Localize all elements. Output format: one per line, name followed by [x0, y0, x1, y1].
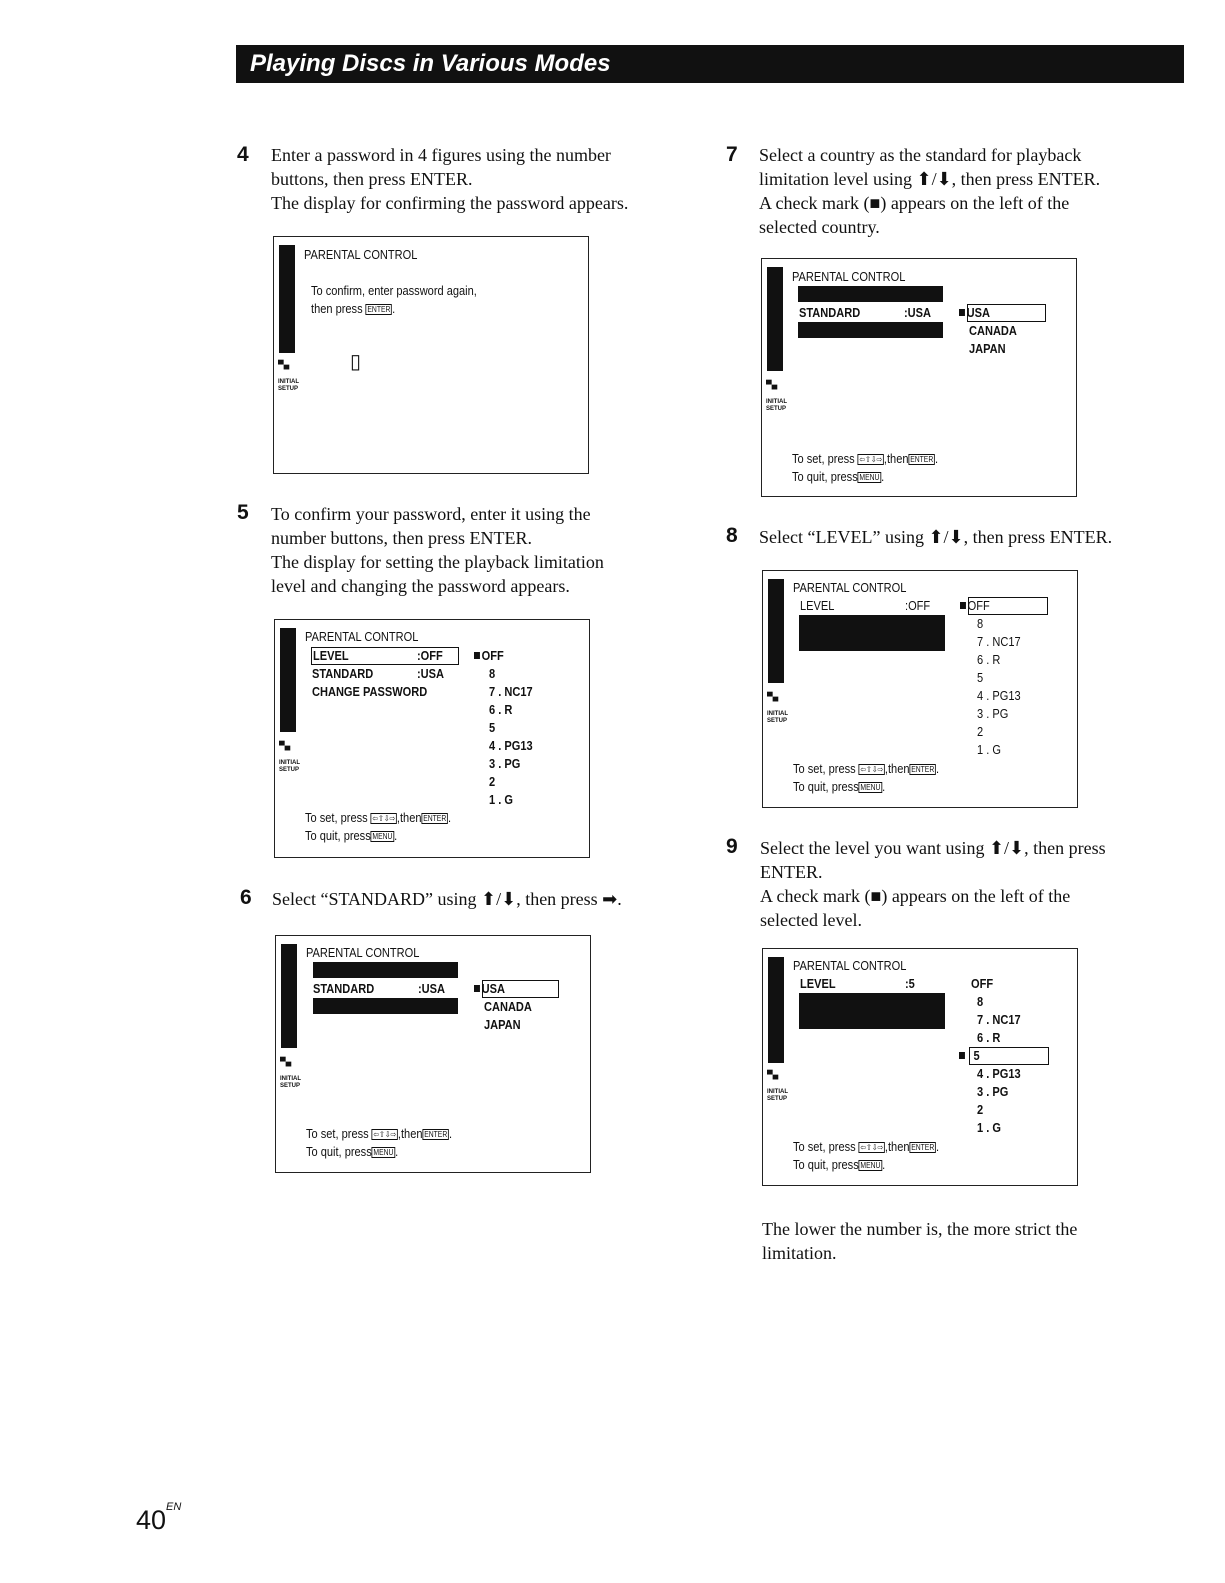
- initial-setup-label: INITIAL SETUP: [767, 1089, 788, 1102]
- level-option: 8: [977, 616, 984, 631]
- initial-setup-label: INITIAL SETUP: [280, 1076, 301, 1089]
- quit-prefix: To quit, press: [792, 469, 858, 484]
- step-5-text: [271, 502, 604, 598]
- enter-key-icon: ENTER: [367, 305, 391, 314]
- step-number-5: 5: [237, 501, 249, 524]
- menu-standard-value: :USA: [418, 981, 446, 996]
- enter-key-icon: ENTER: [911, 765, 935, 774]
- level-option-label: OFF: [481, 648, 504, 663]
- check-mark: [474, 652, 480, 659]
- period: .: [934, 451, 939, 466]
- screen-country-select: [761, 258, 1077, 497]
- level-option: 5: [977, 670, 984, 685]
- level-option: 2: [977, 724, 984, 739]
- country-option: [474, 981, 505, 996]
- section-title: Playing Discs in Various Modes: [250, 50, 611, 77]
- country-option: [959, 305, 990, 320]
- step-line: Select the level you want using ⬆/⬇, then press: [760, 838, 1106, 858]
- menu-key-icon: MENU: [860, 783, 881, 792]
- level-option: 1 . G: [977, 1120, 1001, 1135]
- step-number-4: 4: [237, 143, 249, 166]
- enter-key-icon: ENTER: [911, 1143, 935, 1152]
- menu-standard: STANDARD: [312, 666, 374, 681]
- period: .: [935, 1139, 940, 1154]
- then-text: ,then: [396, 810, 422, 825]
- step-line: ENTER.: [760, 862, 823, 882]
- initial-setup-label: INITIAL SETUP: [766, 399, 787, 412]
- setup-icon: ▀▄: [767, 1070, 779, 1079]
- quit-prefix: To quit, press: [793, 1157, 859, 1172]
- quit-prefix: To quit, press: [306, 1144, 372, 1159]
- screen-heading: PARENTAL CONTROL: [305, 629, 419, 644]
- country-option: JAPAN: [969, 341, 1006, 356]
- level-option: 3 . PG: [977, 706, 1009, 721]
- menu-change-password: CHANGE PASSWORD: [312, 684, 428, 699]
- country-option: CANADA: [484, 999, 532, 1014]
- country-option: CANADA: [969, 323, 1017, 338]
- step-number-6: 6: [240, 886, 252, 909]
- menu-key-icon: MENU: [860, 1161, 881, 1170]
- quit-instruction: [306, 1144, 398, 1159]
- level-option: 4 . PG13: [977, 1066, 1021, 1081]
- confirm-line-1: To confirm, enter password again,: [311, 283, 477, 298]
- setup-icon: ▀▄: [278, 360, 290, 369]
- menu-level-value: :5: [905, 976, 915, 991]
- set-instruction: [793, 1139, 939, 1154]
- then-text: ,then: [397, 1126, 423, 1141]
- level-note: [762, 1217, 1122, 1265]
- period: .: [882, 779, 886, 794]
- step-line: The display for setting the playback limitation: [271, 552, 604, 572]
- menu-masked-row: [313, 998, 458, 1014]
- level-option: [960, 598, 990, 613]
- enter-key-icon: ENTER: [424, 1130, 448, 1139]
- step-4-text: [271, 143, 628, 215]
- step-line: A check mark (■) appears on the left of the: [759, 193, 1070, 213]
- initial-setup-label: INITIAL SETUP: [279, 760, 300, 773]
- level-option: 4 . PG13: [977, 688, 1021, 703]
- then-text: ,then: [884, 1139, 910, 1154]
- screen-standard-select: [275, 935, 591, 1173]
- menu-level: LEVEL: [800, 976, 836, 991]
- step-line: Select a country as the standard for playback: [759, 145, 1082, 165]
- menu-level: LEVEL: [800, 598, 835, 613]
- confirm-line-2: [311, 301, 395, 316]
- screen-sidebar: [768, 957, 784, 1063]
- set-prefix: To set, press: [792, 451, 855, 466]
- quit-instruction: [792, 469, 884, 484]
- initial-setup-label: INITIAL SETUP: [278, 379, 299, 392]
- set-instruction: [305, 810, 451, 825]
- level-option: 2: [977, 1102, 984, 1117]
- level-option: 3 . PG: [977, 1084, 1009, 1099]
- screen-sidebar: [768, 579, 784, 683]
- screen-level-selected: [762, 948, 1078, 1186]
- arrow-keys-icon: ⇦⇧⇩⇨: [373, 1130, 397, 1139]
- level-option: 7 . NC17: [977, 634, 1021, 649]
- initial-setup-label: INITIAL SETUP: [767, 711, 788, 724]
- menu-masked-row: [798, 322, 943, 338]
- quit-prefix: To quit, press: [793, 779, 859, 794]
- menu-level-value: :OFF: [905, 598, 931, 613]
- menu-masked-rows: [799, 993, 945, 1029]
- menu-standard-value: :USA: [904, 305, 932, 320]
- menu-level-value: :OFF: [417, 648, 443, 663]
- level-option: 8: [977, 994, 984, 1009]
- check-mark: [959, 1052, 965, 1059]
- step-line: selected country.: [759, 217, 880, 237]
- setup-icon: ▀▄: [766, 380, 778, 389]
- screen-heading: PARENTAL CONTROL: [304, 247, 418, 262]
- period: .: [882, 1157, 886, 1172]
- level-option: 7 . NC17: [489, 684, 533, 699]
- menu-key-icon: MENU: [373, 1148, 394, 1157]
- set-instruction: [306, 1126, 452, 1141]
- set-prefix: To set, press: [793, 761, 856, 776]
- menu-key-icon: MENU: [859, 473, 880, 482]
- level-option: [959, 1048, 980, 1063]
- page-number: [136, 1501, 182, 1536]
- step-line: level and changing the password appears.: [271, 576, 570, 596]
- enter-key-icon: ENTER: [910, 455, 934, 464]
- set-instruction: [793, 761, 939, 776]
- step-line: To confirm your password, enter it using the: [271, 504, 591, 524]
- arrow-keys-icon: ⇦⇧⇩⇨: [859, 455, 883, 464]
- level-option: 5: [489, 720, 496, 735]
- country-option: JAPAN: [484, 1017, 521, 1032]
- check-mark: [960, 602, 966, 609]
- arrow-keys-icon: ⇦⇧⇩⇨: [860, 765, 884, 774]
- menu-standard-value: :USA: [417, 666, 445, 681]
- step-line: Select “STANDARD” using ⬆/⬇, then press ➡.: [272, 889, 622, 909]
- period: .: [395, 1144, 399, 1159]
- page-number-value: 40: [136, 1505, 167, 1535]
- arrow-keys-icon: ⇦⇧⇩⇨: [372, 814, 396, 823]
- level-option: 4 . PG13: [489, 738, 533, 753]
- step-line: limitation level using ⬆/⬇, then press ENTER.: [759, 169, 1101, 189]
- step-line: Select “LEVEL” using ⬆/⬇, then press ENTER.: [759, 527, 1113, 547]
- menu-standard: STANDARD: [313, 981, 375, 996]
- period: .: [447, 810, 452, 825]
- step-line: A check mark (■) appears on the left of the: [760, 886, 1071, 906]
- password-cursor: ▯: [350, 351, 362, 373]
- screen-sidebar: [767, 267, 783, 371]
- confirm-then-press: then press: [311, 301, 363, 316]
- quit-instruction: [305, 828, 397, 843]
- country-option-label: USA: [481, 981, 505, 996]
- level-option: 1 . G: [977, 742, 1001, 757]
- setup-icon: ▀▄: [279, 741, 291, 750]
- level-option: OFF: [971, 976, 994, 991]
- step-9-text: [760, 836, 1106, 932]
- step-line: The display for confirming the password appears.: [271, 193, 629, 213]
- then-text: ,then: [883, 451, 909, 466]
- enter-key-icon: ENTER: [423, 814, 447, 823]
- set-prefix: To set, press: [793, 1139, 856, 1154]
- step-7-text: [759, 143, 1100, 239]
- step-8-text: [759, 525, 1112, 549]
- menu-standard: STANDARD: [799, 305, 861, 320]
- quit-instruction: [793, 1157, 885, 1172]
- set-prefix: To set, press: [305, 810, 368, 825]
- arrow-keys-icon: ⇦⇧⇩⇨: [860, 1143, 884, 1152]
- menu-masked-row: [313, 962, 458, 978]
- screen-confirm-password: [273, 236, 589, 474]
- note-line: The lower the number is, the more strict the: [762, 1219, 1078, 1239]
- set-instruction: [792, 451, 938, 466]
- screen-parental-menu: [274, 619, 590, 858]
- menu-level: LEVEL: [313, 648, 349, 663]
- step-number-7: 7: [726, 143, 738, 166]
- menu-masked-row: [798, 286, 943, 302]
- check-mark: [959, 309, 965, 316]
- step-line: Enter a password in 4 figures using the number: [271, 145, 611, 165]
- screen-sidebar: [279, 245, 295, 353]
- level-option: 6 . R: [977, 652, 1001, 667]
- period: .: [394, 828, 398, 843]
- check-mark: [474, 985, 480, 992]
- quit-instruction: [793, 779, 885, 794]
- level-option: 6 . R: [977, 1030, 1001, 1045]
- screen-heading: PARENTAL CONTROL: [793, 580, 907, 595]
- level-option: 1 . G: [489, 792, 513, 807]
- screen-heading: PARENTAL CONTROL: [306, 945, 420, 960]
- level-option: 7 . NC17: [977, 1012, 1021, 1027]
- setup-icon: ▀▄: [280, 1057, 292, 1066]
- step-line: selected level.: [760, 910, 862, 930]
- section-title-bar: [236, 45, 1184, 83]
- step-line: buttons, then press ENTER.: [271, 169, 473, 189]
- step-number-9: 9: [726, 835, 738, 858]
- screen-heading: PARENTAL CONTROL: [793, 958, 907, 973]
- level-highlight: [969, 1047, 1049, 1065]
- screen-heading: PARENTAL CONTROL: [792, 269, 906, 284]
- country-option-label: USA: [966, 305, 990, 320]
- level-option: 6 . R: [489, 702, 513, 717]
- level-option: 2: [489, 774, 496, 789]
- screen-level-list: [762, 570, 1078, 808]
- level-option: [474, 648, 504, 663]
- period: .: [448, 1126, 453, 1141]
- menu-masked-rows: [799, 615, 945, 651]
- screen-sidebar: [280, 628, 296, 732]
- level-option-label: OFF: [967, 598, 990, 613]
- setup-icon: ▀▄: [767, 692, 779, 701]
- step-6-text: [272, 887, 622, 911]
- screen-sidebar: [281, 944, 297, 1048]
- step-line: number buttons, then press ENTER.: [271, 528, 532, 548]
- quit-prefix: To quit, press: [305, 828, 371, 843]
- period: .: [935, 761, 940, 776]
- period: .: [881, 469, 885, 484]
- page-suffix: EN: [166, 1501, 182, 1513]
- period: .: [392, 301, 396, 316]
- step-number-8: 8: [726, 524, 738, 547]
- level-option: 8: [489, 666, 496, 681]
- menu-key-icon: MENU: [372, 832, 393, 841]
- note-line: limitation.: [762, 1243, 837, 1263]
- set-prefix: To set, press: [306, 1126, 369, 1141]
- level-option: 3 . PG: [489, 756, 521, 771]
- level-option-label: 5: [973, 1048, 980, 1063]
- then-text: ,then: [884, 761, 910, 776]
